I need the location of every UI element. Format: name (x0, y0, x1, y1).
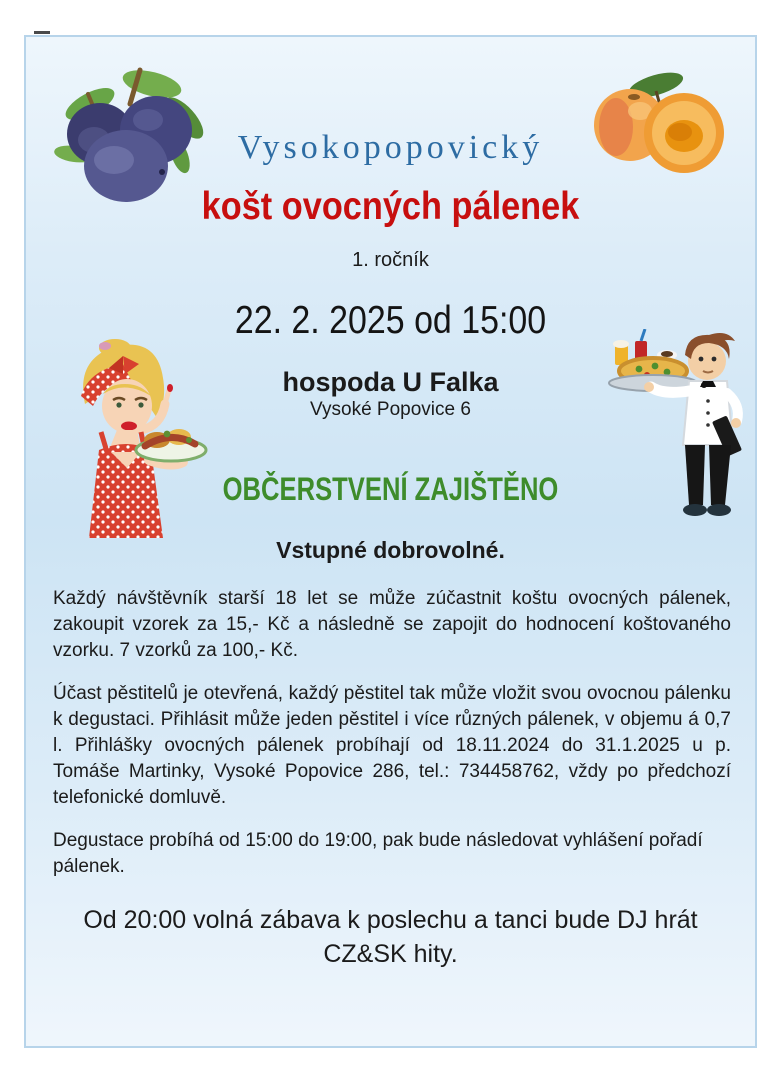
venue-address: Vysoké Popovice 6 (310, 399, 471, 420)
paragraph-growers: Účast pěstitelů je otevřená, každý pěstitel tak může vložit svou ovocnou pálenku k degustaci. Přihlásit může jeden pěstitel i více různých pálenek, v objemu á 0,7 l. Přihlášky ovocných pálenek probíhají od 18.11.2024 do 31.1.2025 u p. Tomáše Martinky, Vysoké Popovice 286, tel.: 734458762, vždy po předchozí telefonické domluvě. (53, 683, 731, 808)
edition-label: 1. ročník (352, 249, 429, 271)
refreshments-note: OBČERSTVENÍ ZAJIŠTĚNO (222, 471, 559, 507)
flyer-title: Vysokopopovický (237, 129, 544, 166)
paragraph-visitors: Každý návštěvník starší 18 let se může zúčastnit koštu ovocných pálenek, zakoupit vzorek za 15,- Kč a následně se zapojit do hodnocení koštovaného vzorku. 7 vzorků za 100,- Kč. (53, 588, 731, 661)
flyer-panel (24, 35, 757, 1048)
event-datetime: 22. 2. 2025 od 15:00 (234, 299, 547, 342)
flyer-subtitle: košt ovocných pálenek (201, 185, 580, 228)
closing-note: Od 20:00 volná zábava k poslechu a tanci bude DJ hrát CZ&SK hity. (83, 906, 698, 968)
scan-artifact (34, 31, 50, 34)
venue-name: hospoda U Falka (282, 367, 499, 397)
admission-note: Vstupné dobrovolné. (276, 537, 505, 563)
info-paragraphs (53, 586, 731, 897)
paragraph-tasting-schedule: Degustace probíhá od 15:00 do 19:00, pak bude následovat vyhlášení pořadí pálenek. (53, 830, 703, 877)
